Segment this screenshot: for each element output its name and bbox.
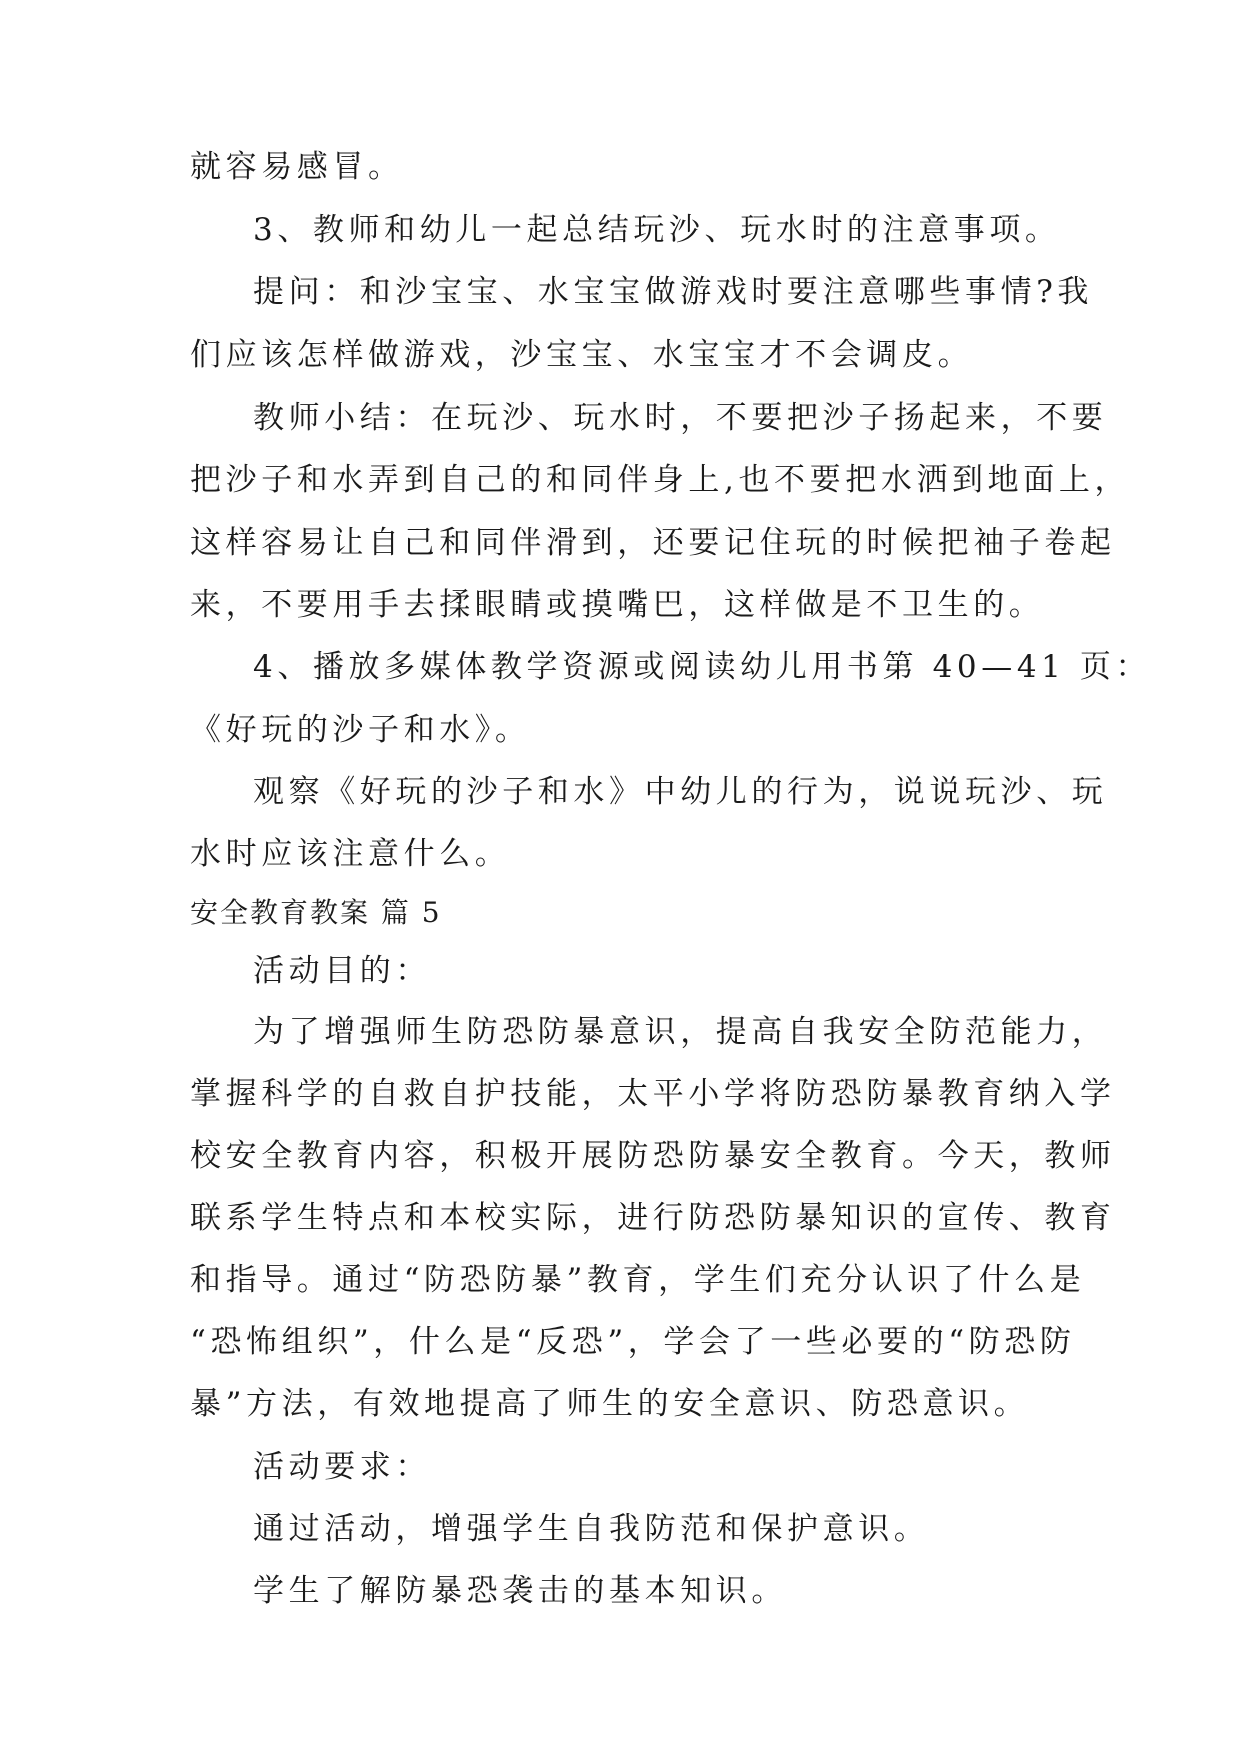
paragraph-line: 掌握科学的自救自护技能，太平小学将防恐防暴教育纳入学: [190, 1076, 1116, 1112]
paragraph-line: 暴”方法，有效地提高了师生的安全意识、防恐意识。: [190, 1386, 1030, 1422]
paragraph-line: 水时应该注意什么。: [190, 836, 511, 872]
paragraph-line: 和指导。通过“防恐防暴”教育，学生们充分认识了什么是: [190, 1262, 1086, 1298]
paragraph-line: 活动目的：: [253, 953, 431, 989]
paragraph-line: 校安全教育内容，积极开展防恐防暴安全教育。今天，教师: [190, 1138, 1116, 1174]
paragraph-line: 提问：和沙宝宝、水宝宝做游戏时要注意哪些事情?我: [253, 274, 1094, 310]
paragraph-line: 联系学生特点和本校实际，进行防恐防暴知识的宣传、教育: [190, 1200, 1116, 1236]
paragraph-line: 《好玩的沙子和水》。: [190, 712, 531, 748]
paragraph-line: 4、播放多媒体教学资源或阅读幼儿用书第 40—41 页：: [253, 649, 1152, 685]
paragraph-line: 观察《好玩的沙子和水》中幼儿的行为，说说玩沙、玩: [253, 774, 1108, 810]
paragraph-line: 学生了解防暴恐袭击的基本知识。: [253, 1573, 787, 1609]
paragraph-line: 这样容易让自己和同伴滑到，还要记住玩的时候把袖子卷起: [190, 525, 1116, 561]
paragraph-line: 3、教师和幼儿一起总结玩沙、玩水时的注意事项。: [253, 212, 1061, 248]
paragraph-line: 就容易感冒。: [190, 149, 404, 185]
paragraph-line: 把沙子和水弄到自己的和同伴身上,也不要把水洒到地面上，: [190, 462, 1131, 498]
paragraph-line: 们应该怎样做游戏，沙宝宝、水宝宝才不会调皮。: [190, 337, 974, 373]
paragraph-line: “恐怖组织”，什么是“反恐”，学会了一些必要的“防恐防: [190, 1324, 1076, 1360]
paragraph-line: 来，不要用手去揉眼睛或摸嘴巴，这样做是不卫生的。: [190, 587, 1045, 623]
paragraph-line: 通过活动，增强学生自我防范和保护意识。: [253, 1511, 930, 1547]
paragraph-line: 教师小结：在玩沙、玩水时，不要把沙子扬起来，不要: [253, 400, 1108, 436]
section-heading: 安全教育教案 篇 5: [190, 896, 442, 929]
paragraph-line: 活动要求：: [253, 1449, 431, 1485]
paragraph-line: 为了增强师生防恐防暴意识，提高自我安全防范能力，: [253, 1014, 1108, 1050]
